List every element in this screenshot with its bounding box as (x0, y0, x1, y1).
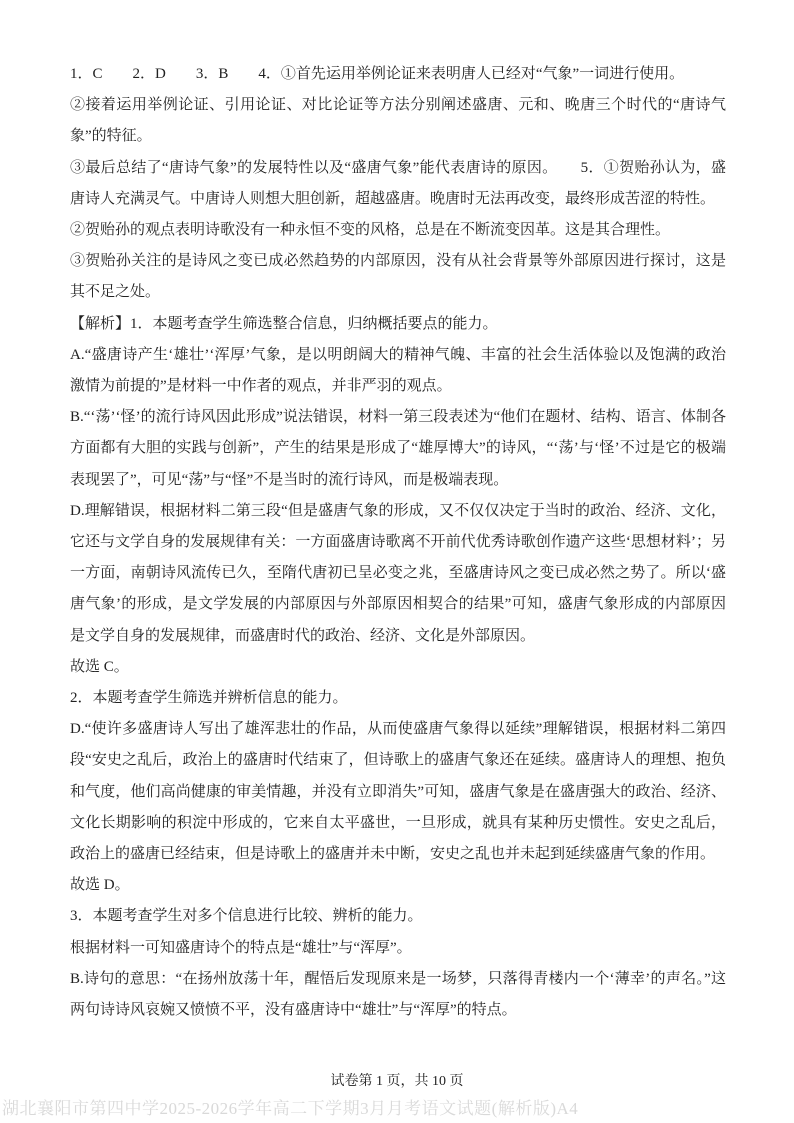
paragraph: 故选 D。 (70, 877, 130, 894)
paragraph: ②贺贻孙的观点表明诗歌没有一种永恒不变的风格，总是在不断流变因革。这是其合理性。 (70, 222, 671, 239)
page-number-footer: 试卷第 1 页，共 10 页 (330, 1074, 464, 1089)
paragraph: ③最后总结了“唐诗气象”的发展特性以及“盛唐气象”能代表唐诗的原因。 5．①贺贻孙认为，盛唐诗人充满灵气。中唐诗人则想大胆创新，超越盛唐。晚唐时无法再改变，最终形成苦涩的特性。 (70, 159, 726, 207)
paragraph: D.理解错误，根据材料二第三段“但是盛唐气象的形成，又不仅仅决定于当时的政治、经济、文化，它还与文学自身的发展规律有关：一方面盛唐诗歌离不开前代优秀诗歌创作遗产这些‘思想材料’；另一方面，南朝诗风流传已久，至隋代唐初已呈必变之兆，至盛唐诗风之变已成必然之势了。所以‘盛唐气象’的形成，是文学发展的内部原因与外部原因相契合的结果”可知，盛唐气象形成的内部原因是文学自身的发展规律，而盛唐时代的政治、经济、文化是外部原因。 (70, 502, 726, 644)
paragraph: ②接着运用举例论证、引用论证、对比论证等方法分别阐述盛唐、元和、晚唐三个时代的“唐诗气象”的特征。 (70, 97, 726, 145)
paragraph: A.“盛唐诗产生‘雄壮’‘浑厚’气象，是以明朗阔大的精神气魄、丰富的社会生活体验以及饱满的政治激情为前提的”是材料一中作者的观点，并非严羽的观点。 (70, 346, 726, 395)
paragraph: 【解析】1．本题考查学生筛选整合信息，归纳概括要点的能力。 (70, 315, 498, 332)
paragraph: ③贺贻孙关注的是诗风之变已成必然趋势的内部原因，没有从社会背景等外部原因进行探讨，这是其不足之处。 (70, 253, 726, 301)
watermark-text: 湖北襄阳市第四中学2025-2026学年高二下学期3月月考语文试题(解析版)A4 (2, 1099, 579, 1118)
answer-analysis-body (70, 59, 726, 1026)
paragraph: 故选 C。 (70, 658, 129, 675)
paragraph: 1．C 2．D 3．B 4．①首先运用举例论证来表明唐人已经对“气象”一词进行使用。 (70, 66, 685, 82)
paragraph: 2．本题考查学生筛选并辨析信息的能力。 (70, 690, 348, 707)
paragraph: B.诗句的意思：“在扬州放荡十年，醒悟后发现原来是一场梦，只落得青楼内一个‘薄幸’的声名。”这两句诗诗风哀婉又愤愤不平，没有盛唐诗中“雄壮”与“浑厚”的特点。 (70, 970, 726, 1019)
paragraph: D.“使许多盛唐诗人写出了雄浑悲壮的作品，从而使盛唐气象得以延续”理解错误，根据材料二第四段“安史之乱后，政治上的盛唐时代结束了，但诗歌上的盛唐气象还在延续。盛唐诗人的理想、抱负和气度，他们高尚健康的审美情趣，并没有立即消失”可知，盛唐气象是在盛唐强大的政治、经济、文化长期影响的积淀中形成的，它来自太平盛世，一旦形成，就具有某种历史惯性。安史之乱后，政治上的盛唐已经结束，但是诗歌上的盛唐并未中断，安史之乱也并未起到延续盛唐气象的作用。 (70, 721, 726, 863)
paragraph: 3．本题考查学生对多个信息进行比较、辨析的能力。 (70, 908, 423, 925)
paragraph: B.“‘荡’‘怪’的流行诗风因此形成”说法错误，材料一第三段表述为“他们在题材、结构、语言、体制各方面都有大胆的实践与创新”，产生的结果是形成了“雄厚博大”的诗风，“‘荡’与‘怪’不过是它的极端表现罢了”，可见“荡”与“怪”不是当时的流行诗风，而是极端表现。 (70, 409, 726, 488)
paragraph: 根据材料一可知盛唐诗个的特点是“雄壮”与“浑厚”。 (70, 939, 412, 956)
